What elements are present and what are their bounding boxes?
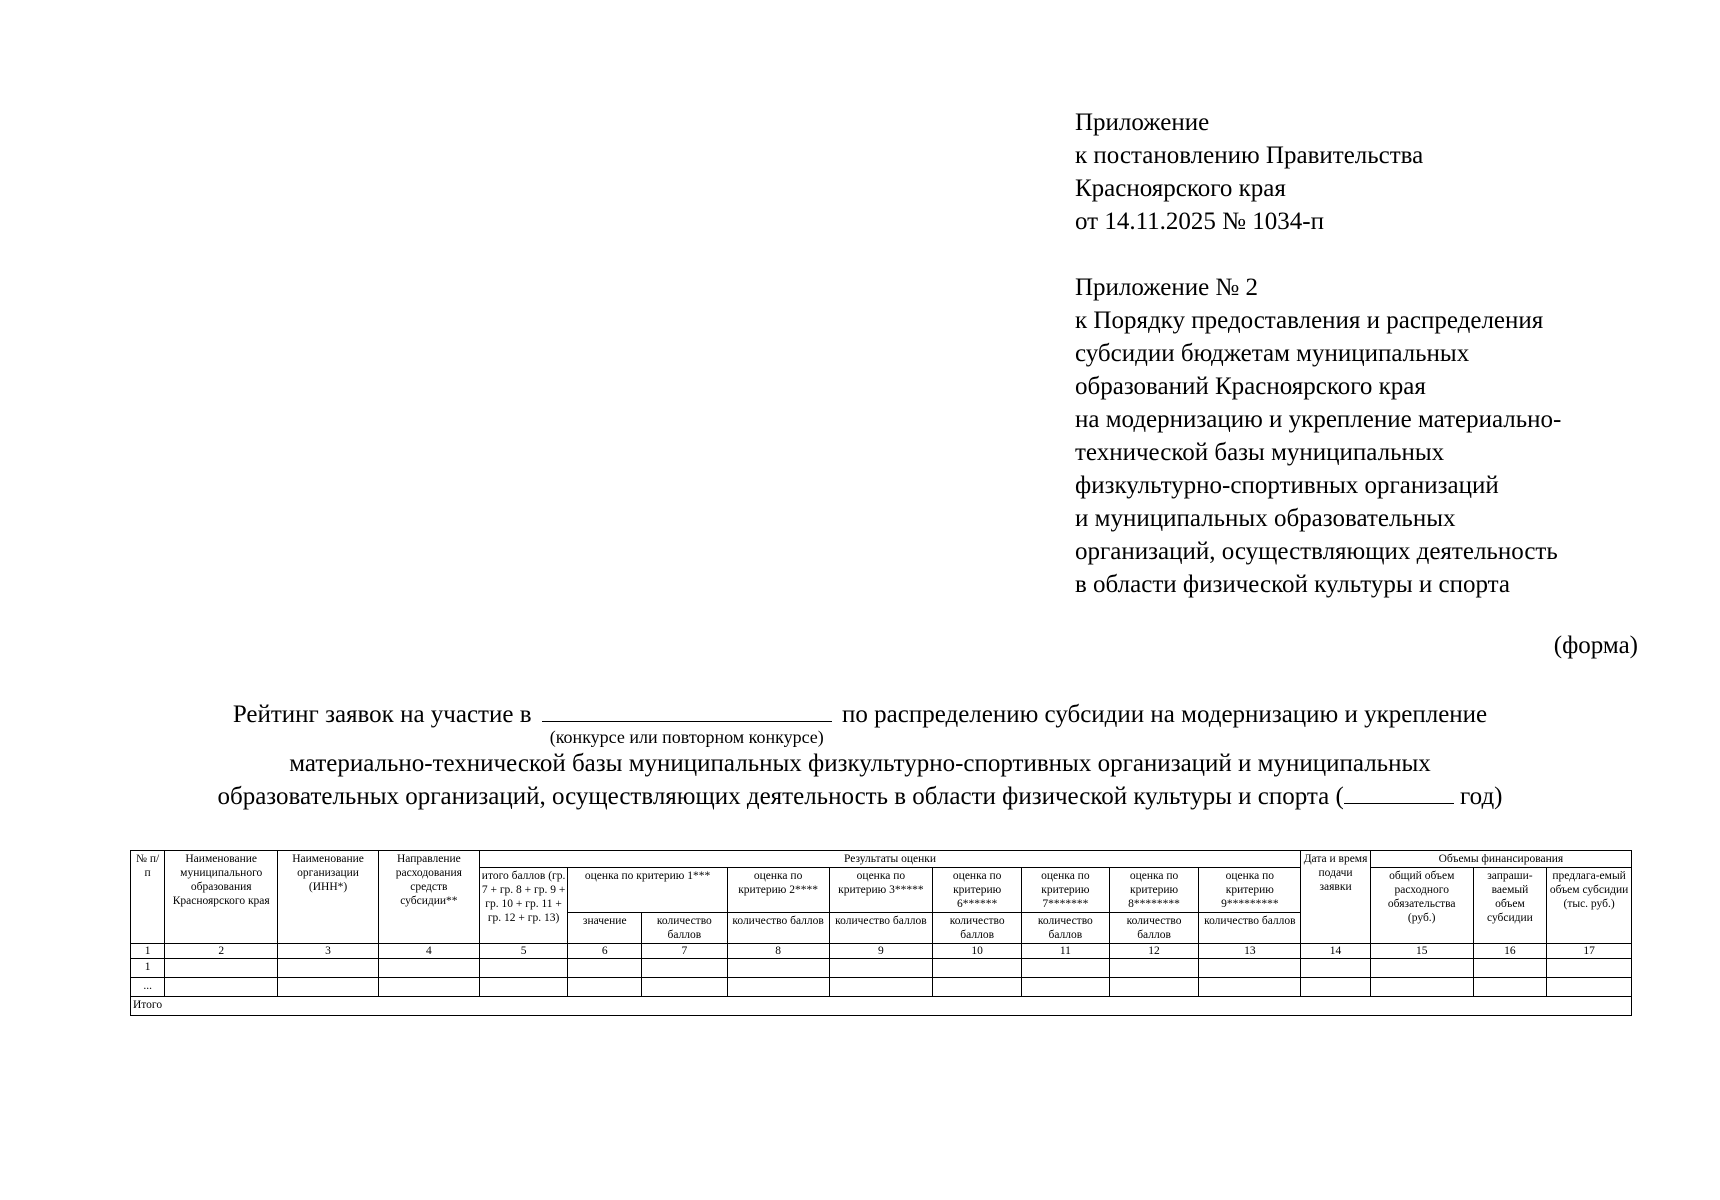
header-requested: запраши-ваемый объем субсидии (1473, 868, 1547, 944)
appendix-line: Приложение № 2 (1075, 274, 1259, 301)
table-cell[interactable] (1370, 959, 1473, 978)
header-crit8-points: количество баллов (1109, 913, 1199, 944)
table-cell[interactable] (642, 978, 728, 997)
table-cell[interactable] (727, 978, 829, 997)
blank-hint: (конкурсе или повторном конкурсе) (549, 727, 824, 747)
header-direction: Направление расходования средств субсидии** (378, 851, 479, 944)
column-number: 17 (1547, 944, 1632, 959)
header-proposed: предлага-емый объем субсидии (тыс. руб.) (1547, 868, 1632, 944)
appendix-line: Приложение (1075, 109, 1210, 136)
table-cell[interactable] (479, 978, 568, 997)
column-number: 2 (165, 944, 278, 959)
header-organization: Наименование организации (ИНН*) (278, 851, 379, 944)
appendix-line: технической базы муниципальных (1075, 439, 1445, 466)
column-number: 14 (1301, 944, 1371, 959)
table-cell[interactable] (278, 959, 379, 978)
column-number: 10 (933, 944, 1022, 959)
title-line3: образовательных организаций, осуществляющих деятельность в области физической культуры и спорта ( (217, 783, 1344, 810)
table-cell[interactable] (1109, 978, 1199, 997)
appendix-line: организаций, осуществляющих деятельность (1075, 538, 1558, 565)
document-title (0, 698, 1720, 813)
table-cell[interactable] (1301, 959, 1371, 978)
title-line2: материально-технической базы муниципальных физкультурно-спортивных организаций и муниципальных (289, 750, 1431, 777)
table-cell[interactable] (1022, 978, 1110, 997)
table-cell[interactable] (933, 959, 1022, 978)
header-crit2: оценка по критерию 2**** (727, 868, 829, 913)
table-cell[interactable] (727, 959, 829, 978)
header-crit9: оценка по критерию 9********* (1199, 868, 1301, 913)
title-part1: Рейтинг заявок на участие в (232, 701, 532, 728)
column-number: 16 (1473, 944, 1547, 959)
column-number: 8 (727, 944, 829, 959)
header-crit6: оценка по критерию 6****** (933, 868, 1022, 913)
header-results: Результаты оценки (479, 851, 1301, 868)
header-crit7-points: количество баллов (1022, 913, 1110, 944)
competition-type-blank[interactable] (542, 699, 832, 747)
header-date: Дата и время подачи заявки (1301, 851, 1371, 944)
table-cell[interactable] (829, 959, 933, 978)
appendix-line: образований Красноярского края (1075, 373, 1426, 400)
title-line3-end: год) (1453, 783, 1503, 810)
table-cell[interactable] (933, 978, 1022, 997)
table-cell[interactable] (1547, 978, 1632, 997)
table-cell[interactable] (479, 959, 568, 978)
total-label: Итого (131, 997, 1632, 1016)
table-cell[interactable] (1473, 959, 1547, 978)
table-row (131, 959, 1632, 978)
row-number: ... (131, 978, 165, 997)
appendix-header (1075, 106, 1675, 601)
column-number: 13 (1199, 944, 1301, 959)
column-number: 7 (642, 944, 728, 959)
year-blank[interactable] (1344, 781, 1454, 804)
table-cell[interactable] (1473, 978, 1547, 997)
header-crit1-points: количество баллов (642, 913, 728, 944)
appendix-line: на модернизацию и укрепление материально- (1075, 406, 1562, 433)
column-number: 3 (278, 944, 379, 959)
table-cell[interactable] (568, 978, 642, 997)
column-number: 5 (479, 944, 568, 959)
table-cell[interactable] (378, 959, 479, 978)
table-cell[interactable] (1301, 978, 1371, 997)
header-crit7: оценка по критерию 7******* (1022, 868, 1110, 913)
header-no: № п/п (131, 851, 165, 944)
form-label: (форма) (1553, 632, 1638, 659)
header-total: итого баллов (гр. 7 + гр. 8 + гр. 9 + гр. 10 + гр. 11 + гр. 12 + гр. 13) (479, 868, 568, 944)
table-cell[interactable] (642, 959, 728, 978)
table-cell[interactable] (278, 978, 379, 997)
column-number: 12 (1109, 944, 1199, 959)
table-cell[interactable] (1022, 959, 1110, 978)
table-cell[interactable] (1199, 978, 1301, 997)
header-funding: Объемы финансирования (1370, 851, 1631, 868)
table-cell[interactable] (568, 959, 642, 978)
appendix-line: к постановлению Правительства (1075, 142, 1424, 169)
appendix-line: в области физической культуры и спорта (1075, 571, 1510, 598)
table-cell[interactable] (165, 959, 278, 978)
table-cell[interactable] (829, 978, 933, 997)
appendix-line: Красноярского края (1075, 175, 1286, 202)
header-crit6-points: количество баллов (933, 913, 1022, 944)
appendix-line: субсидии бюджетам муниципальных (1075, 340, 1470, 367)
header-crit2-points: количество баллов (727, 913, 829, 944)
header-municipality: Наименование муниципального образования Красноярского края (165, 851, 278, 944)
title-part2: по распределению субсидии на модернизацию и укрепление (842, 701, 1488, 728)
header-crit3-points: количество баллов (829, 913, 933, 944)
table-row (131, 978, 1632, 997)
appendix-line: физкультурно-спортивных организаций (1075, 472, 1499, 499)
table-cell[interactable] (1199, 959, 1301, 978)
table-cell[interactable] (165, 978, 278, 997)
column-number: 11 (1022, 944, 1110, 959)
table-cell[interactable] (1109, 959, 1199, 978)
table-cell[interactable] (1370, 978, 1473, 997)
appendix-line: от 14.11.2025 № 1034-п (1075, 208, 1324, 235)
column-number: 4 (378, 944, 479, 959)
header-crit9-points: количество баллов (1199, 913, 1301, 944)
column-number: 1 (131, 944, 165, 959)
header-crit3: оценка по критерию 3***** (829, 868, 933, 913)
column-number: 6 (568, 944, 642, 959)
table-cell[interactable] (378, 978, 479, 997)
header-crit1-value: значение (568, 913, 642, 944)
appendix-line: к Порядку предоставления и распределения (1075, 307, 1544, 334)
appendix-line: и муниципальных образовательных (1075, 505, 1456, 532)
total-row (131, 997, 1632, 1016)
column-number: 9 (829, 944, 933, 959)
header-crit1: оценка по критерию 1*** (568, 868, 727, 913)
table-cell[interactable] (1547, 959, 1632, 978)
header-crit8: оценка по критерию 8******** (1109, 868, 1199, 913)
header-total-obligation: общий объем расходного обязательства (руб.) (1370, 868, 1473, 944)
row-number: 1 (131, 959, 165, 978)
rating-table (130, 850, 1632, 1016)
column-number: 15 (1370, 944, 1473, 959)
